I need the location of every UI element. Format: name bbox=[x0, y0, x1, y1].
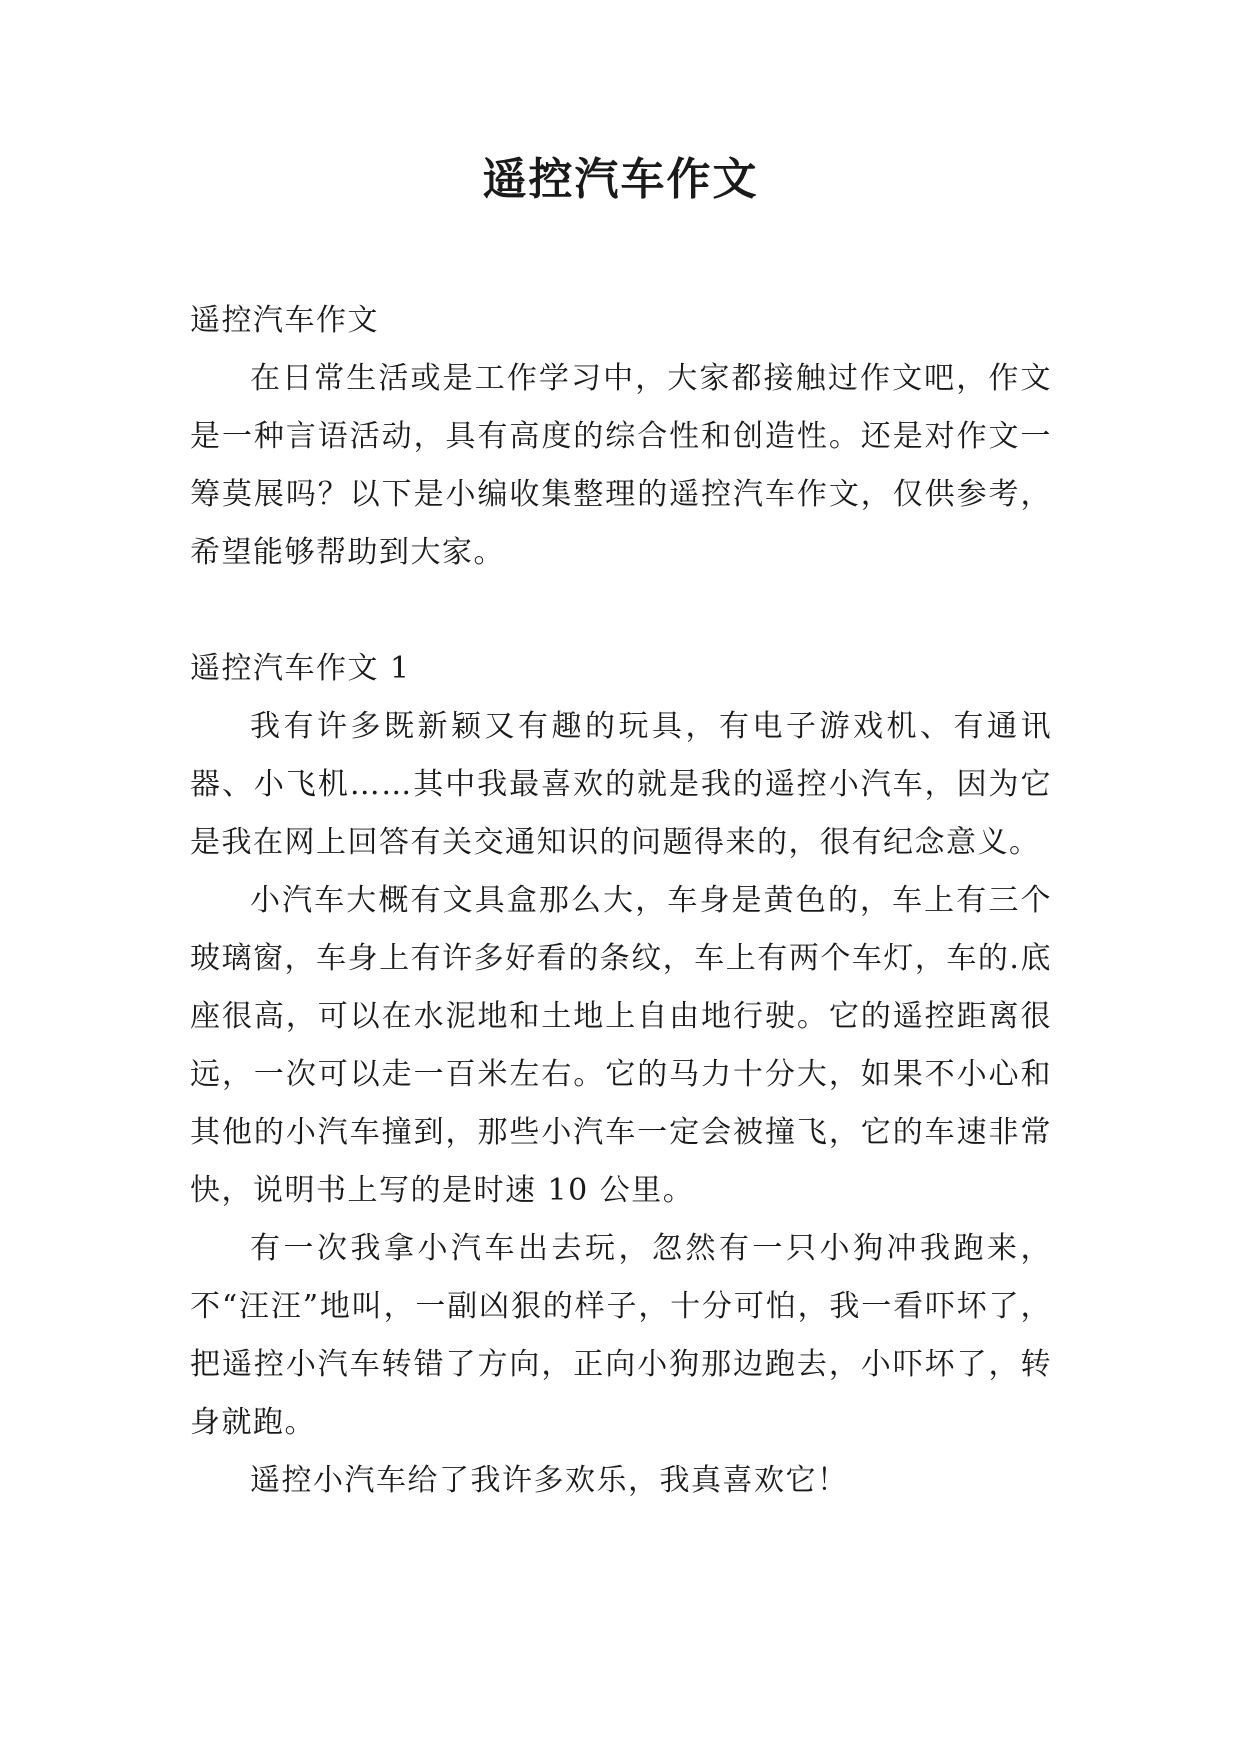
document-body bbox=[190, 292, 1052, 1510]
body-paragraph: 遥控小汽车给了我许多欢乐，我真喜欢它！ bbox=[250, 1463, 849, 1498]
section-heading: 遥控汽车作文 1 bbox=[190, 651, 411, 686]
section-spacer bbox=[190, 582, 1052, 640]
intro-paragraph: 在日常生活或是工作学习中，大家都接触过作文吧，作文是一种言语活动，具有高度的综合性和创造性。还是对作文一筹莫展吗？以下是小编收集整理的遥控汽车作文，仅供参考，希望能够帮助到大家。 bbox=[190, 361, 1052, 570]
intro-heading: 遥控汽车作文 bbox=[190, 303, 379, 338]
body-paragraph: 有一次我拿小汽车出去玩，忽然有一只小狗冲我跑来，不“汪汪”地叫，一副凶狠的样子，十分可怕，我一看吓坏了，把遥控小汽车转错了方向，正向小狗那边跑去，小吓坏了，转身就跑。 bbox=[190, 1231, 1052, 1440]
body-paragraph: 小汽车大概有文具盒那么大，车身是黄色的，车上有三个玻璃窗，车身上有许多好看的条纹，车上有两个车灯，车的.底座很高，可以在水泥地和土地上自由地行驶。它的遥控距离很远，一次可以走一百米左右。它的马力十分大，如果不小心和其他的小汽车撞到，那些小汽车一定会被撞飞，它的车速非常快，说明书上写的是时速 10 公里。 bbox=[190, 883, 1052, 1208]
document-title: 遥控汽车作文 bbox=[482, 154, 759, 205]
body-paragraph: 我有许多既新颖又有趣的玩具，有电子游戏机、有通讯器、小飞机……其中我最喜欢的就是我的遥控小汽车，因为它是我在网上回答有关交通知识的问题得来的，很有纪念意义。 bbox=[190, 709, 1052, 860]
